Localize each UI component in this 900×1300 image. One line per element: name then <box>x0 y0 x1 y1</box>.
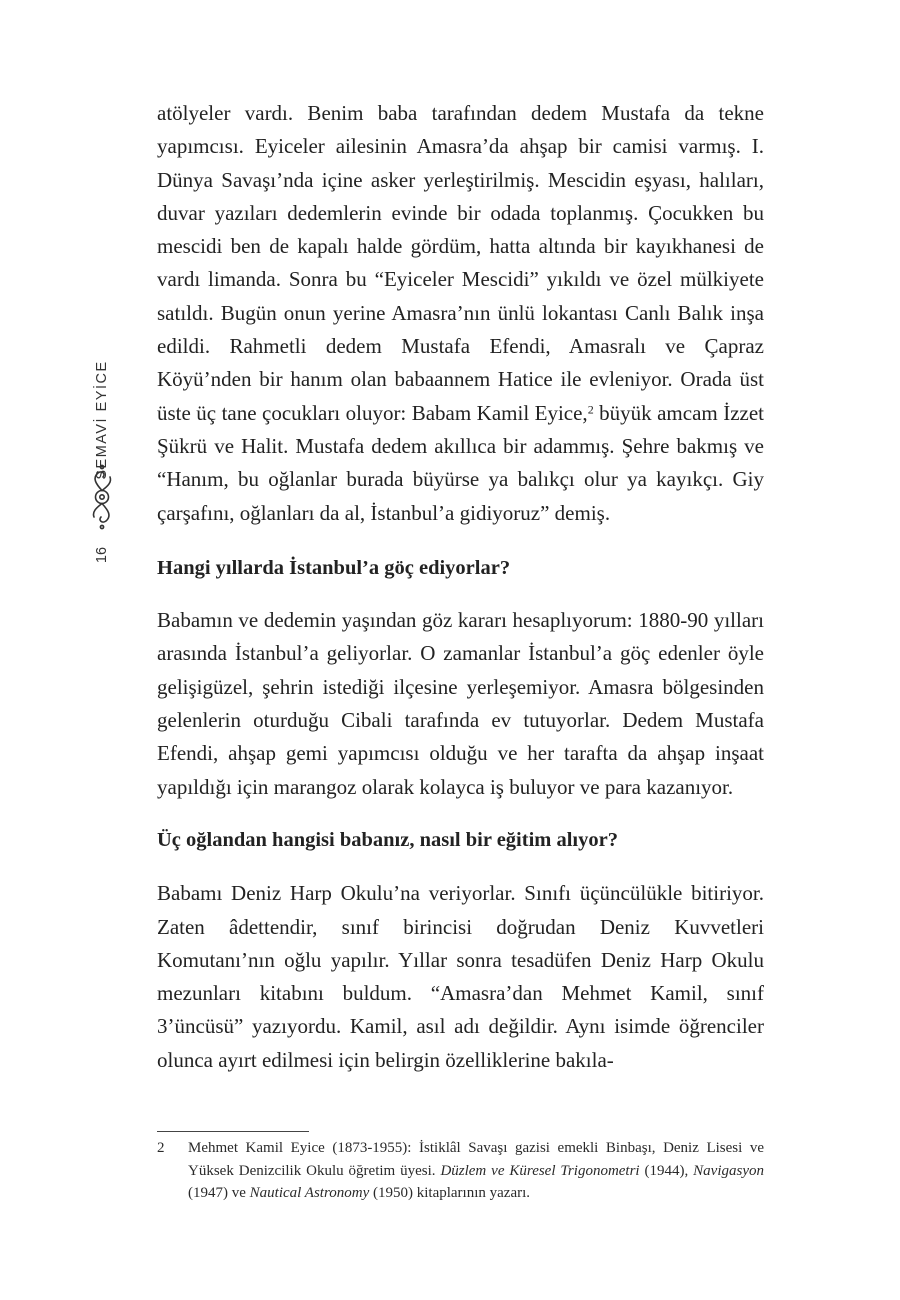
paragraph-1-part-a: atölyeler vardı. Benim baba tarafından dedem Mustafa da tekne yapımcısı. Eyiceler ailesinin Amasra’da ahşap bir camisi varmış. I. Dünya Savaşı’nda içine asker yerleştirilmiş. Mescidin eşyası, halıları, duvar yazıları dedemlerin evinde bir odada toplanmış. Çocukken bu mescidi ben de kapalı halde gördüm, hatta altında bir kayıkhanesi de vardı limanda. Sonra bu “Eyiceler Mescidi” yıkıldı ve özel mülkiyete satıldı. Bugün onun yerine Amasra’nın ünlü lokantası Canlı Balık inşa edildi. Rahmetli dedem Mustafa Efendi, Amasralı ve Çapraz Köyü’nden bir hanım olan babaannem Hatice ile evleniyor. Orada üst üste üç tane çocukları oluyor: Babam Kamil Eyice, <box>157 101 764 425</box>
interview-question-2: Üç oğlandan hangisi babanız, nasıl bir eğitim alıyor? <box>157 828 618 851</box>
paragraph-2: Babamın ve dedemin yaşından göz kararı hesaplıyorum: 1880-90 yılları arasında İstanbul’a geliyorlar. O zamanlar İstanbul’a göç edenler öyle gelişigüzel, şehrin istediği ilçesine yerleşemiyor. Amasra bölgesinden gelenlerin oturduğu Cibali tarafında ev tutuyorlar. Dedem Mustafa Efendi, ahşap gemi yapımcısı olduğu ve her tarafta da ahşap inşaat yapıldığı için marangoz olarak kolayca iş buluyor ve para kazanıyor. <box>157 608 764 799</box>
footnote-number: 2 <box>157 1140 165 1156</box>
flourish-ornament-icon <box>86 462 118 532</box>
page-number: 16 <box>94 546 110 564</box>
paragraph-1-part-b: büyük amcam İzzet Şükrü ve Halit. Mustafa dedem akıllıca bir adammış. Şehre bakmış ve “Hanım, bu oğlanlar burada büyürse ya balıkçı olur ya kayıkçı. Giy çarşafını, oğlanları da al, İstanbul’a gidiyoruz” demiş. <box>157 400 765 525</box>
footnote-text-2: (1944), <box>639 1162 694 1179</box>
footnote-text-1: Mehmet Kamil Eyice (1873-1955): İstiklâl Savaşı gazisi emekli Binbaşı, Deniz Lisesi ve Yüksek Denizcilik Okulu öğretim üyesi. <box>188 1140 764 1179</box>
footnote-book-title-3: Nautical Astronomy <box>249 1185 370 1201</box>
footnote-text-3: (1947) ve <box>188 1185 250 1201</box>
paragraph-1 <box>157 97 764 530</box>
interview-question-1: Hangi yıllarda İstanbul’a göç ediyorlar? <box>157 556 511 579</box>
footnote-text-4: (1950) kitaplarının yazarı. <box>369 1185 531 1201</box>
footnote-book-title-1: Düzlem ve Küresel Trigonometri <box>440 1162 640 1179</box>
main-text <box>157 97 764 1077</box>
running-head-author: SEMAVİ EYİCE <box>94 360 110 480</box>
footnote <box>157 1137 764 1205</box>
footnote-divider <box>157 1131 309 1132</box>
footnote-text <box>188 1137 764 1205</box>
footnote-reference: 2 <box>587 402 594 417</box>
paragraph-3: Babamı Deniz Harp Okulu’na veriyorlar. Sınıfı üçüncülükle bitiriyor. Zaten âdettendir, sınıf birincisi doğrudan Deniz Kuvvetleri Komutanı’nın oğlu yapılır. Yıllar sonra tesadüfen Deniz Harp Okulu mezunları kitabını buldum. “Amasra’dan Mehmet Kamil, sınıf 3’üncüsü” yazıyordu. Kamil, asıl adı değildir. Aynı isimde öğrenciler olunca ayırt edilmesi için belirgin özelliklerine bakıla- <box>157 881 764 1072</box>
footnote-book-title-2: Navigasyon <box>693 1162 764 1179</box>
